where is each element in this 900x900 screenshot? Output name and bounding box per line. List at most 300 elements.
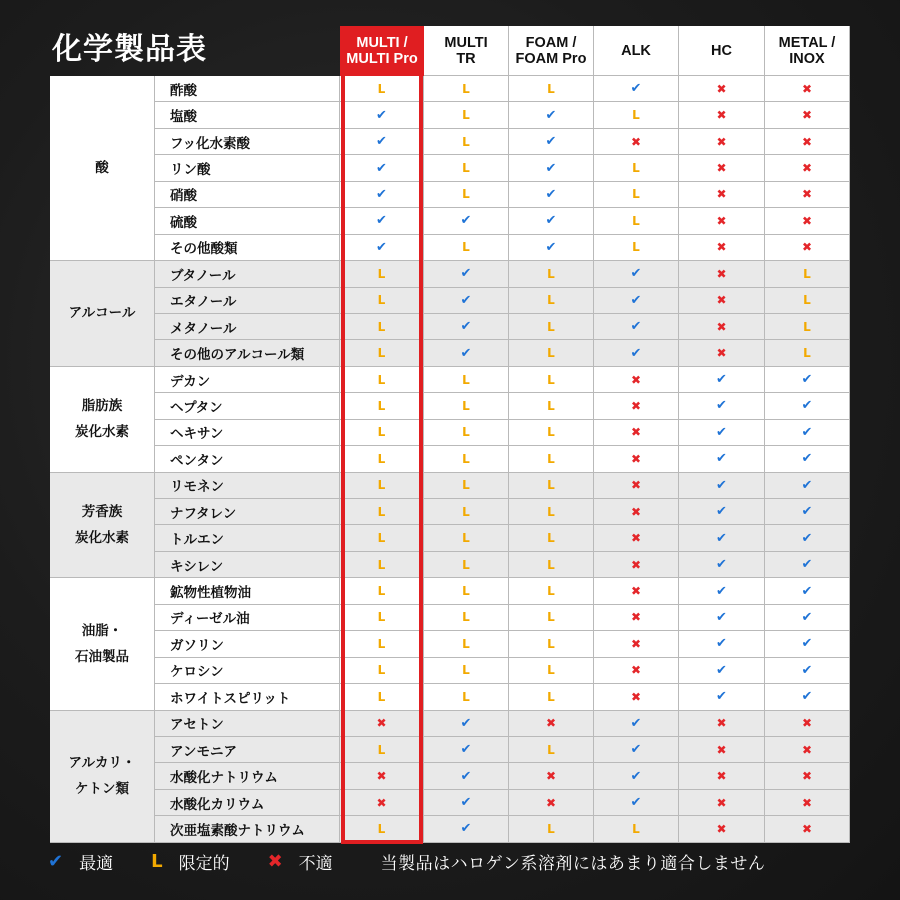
rating-cell: [424, 499, 509, 525]
cross-icon: ✖: [716, 769, 727, 784]
rating-cell: [340, 473, 424, 499]
column-header-line: TR: [456, 50, 476, 67]
column-header-line: MULTI: [444, 34, 488, 51]
category-label: 炭化水素: [75, 529, 129, 546]
rating-cell: [340, 367, 424, 393]
chemical-name: リン酸: [155, 155, 340, 181]
check-icon: ✔: [545, 186, 557, 202]
limited-icon: L: [377, 742, 386, 757]
rating-cell: [594, 208, 679, 234]
cross-icon: ✖: [801, 742, 813, 757]
limited-icon: L: [547, 821, 555, 836]
cross-icon: ✖: [716, 795, 727, 810]
cross-icon: ✖: [267, 850, 283, 872]
rating-cell: [340, 499, 424, 525]
category-label: 脂肪族: [81, 398, 123, 415]
rating-cell: [594, 525, 679, 551]
rating-cell: [765, 76, 850, 102]
cross-icon: ✖: [801, 81, 813, 96]
limited-icon: L: [547, 266, 555, 281]
column-header-line: INOX: [789, 50, 825, 67]
rating-cell: [765, 658, 850, 684]
check-icon: ✔: [376, 160, 387, 176]
check-icon: ✔: [460, 795, 472, 811]
check-icon: ✔: [460, 213, 472, 229]
limited-icon: L: [462, 689, 470, 704]
chemical-name: ナフタレン: [155, 499, 340, 525]
limited-icon: L: [547, 425, 555, 440]
rating-cell: [679, 393, 765, 419]
check-icon: ✔: [630, 266, 642, 282]
rating-cell: [679, 816, 765, 842]
limited-icon: L: [377, 346, 386, 361]
rating-cell: [424, 393, 509, 419]
rating-cell: [340, 711, 424, 737]
limited-icon: L: [547, 293, 555, 308]
chemical-name: メタノール: [155, 314, 340, 340]
cross-icon: ✖: [630, 425, 642, 440]
check-icon: ✔: [716, 530, 727, 546]
limited-icon: L: [377, 266, 386, 281]
rating-cell: [594, 367, 679, 393]
check-icon: ✔: [545, 107, 557, 123]
limited-icon: L: [377, 821, 386, 836]
rating-cell: [509, 261, 594, 287]
limited-icon: L: [377, 610, 386, 625]
rating-cell: [679, 182, 765, 208]
rating-cell: [679, 76, 765, 102]
rating-cell: [509, 393, 594, 419]
limited-icon: L: [632, 187, 640, 202]
chemical-name: その他酸類: [155, 235, 340, 261]
limited-icon: L: [547, 319, 555, 334]
cross-icon: ✖: [545, 716, 557, 731]
limited-icon: L: [377, 531, 386, 546]
rating-cell: [765, 605, 850, 631]
check-icon: ✔: [460, 345, 472, 361]
rating-cell: [424, 790, 509, 816]
legend-limited-label: 限定的: [178, 853, 230, 874]
rating-cell: [765, 420, 850, 446]
rating-cell: [509, 235, 594, 261]
limited-icon: L: [462, 663, 470, 678]
rating-cell: [679, 605, 765, 631]
check-icon: ✔: [376, 213, 387, 229]
rating-cell: [424, 578, 509, 604]
chemical-name: 酢酸: [155, 76, 340, 102]
cross-icon: ✖: [801, 187, 813, 202]
cross-icon: ✖: [716, 240, 727, 255]
cross-icon: ✖: [801, 716, 813, 731]
check-icon: ✔: [716, 504, 727, 520]
rating-cell: [765, 499, 850, 525]
rating-cell: [594, 261, 679, 287]
check-icon: ✔: [630, 345, 642, 361]
limited-icon: L: [547, 689, 555, 704]
rating-cell: [679, 658, 765, 684]
rating-cell: [340, 261, 424, 287]
cross-icon: ✖: [376, 769, 387, 784]
rating-cell: [594, 340, 679, 366]
limited-icon: L: [377, 372, 386, 387]
rating-cell: [509, 76, 594, 102]
check-icon: ✔: [716, 609, 727, 625]
category-label: 酸: [95, 160, 109, 177]
check-icon: ✔: [545, 239, 557, 255]
check-icon: ✔: [460, 319, 472, 335]
check-icon: ✔: [716, 689, 727, 705]
rating-cell: [594, 552, 679, 578]
category-cell: [50, 76, 155, 261]
limited-icon: L: [462, 451, 470, 466]
rating-cell: [340, 525, 424, 551]
rating-cell: [679, 631, 765, 657]
rating-cell: [594, 631, 679, 657]
limited-icon: L: [547, 81, 555, 96]
check-icon: ✔: [716, 557, 727, 573]
rating-cell: [509, 790, 594, 816]
check-icon: ✔: [630, 768, 642, 784]
limited-icon: L: [547, 557, 555, 572]
limited-icon: L: [462, 531, 470, 546]
cross-icon: ✖: [630, 134, 642, 149]
column-header: [424, 26, 509, 76]
limited-icon: L: [462, 504, 470, 519]
limited-icon: L: [377, 584, 386, 599]
limited-icon: L: [803, 346, 811, 361]
rating-cell: [509, 684, 594, 710]
rating-cell: [594, 816, 679, 842]
limited-icon: L: [547, 398, 555, 413]
header-corner: [50, 26, 340, 76]
limited-icon: L: [547, 610, 555, 625]
limited-icon: L: [377, 557, 386, 572]
cross-icon: ✖: [630, 531, 642, 546]
check-icon: ✔: [801, 424, 813, 440]
category-label: 油脂・: [81, 622, 123, 639]
rating-cell: [679, 420, 765, 446]
rating-cell: [594, 473, 679, 499]
rating-cell: [509, 340, 594, 366]
limited-icon: L: [462, 134, 470, 149]
cross-icon: ✖: [630, 584, 642, 599]
chemical-name: ヘキサン: [155, 420, 340, 446]
limited-icon: L: [377, 293, 386, 308]
cross-icon: ✖: [716, 108, 727, 123]
rating-cell: [765, 684, 850, 710]
chemical-name: ケロシン: [155, 658, 340, 684]
cross-icon: ✖: [716, 134, 727, 149]
chemical-name: フッ化水素酸: [155, 129, 340, 155]
limited-icon: L: [377, 636, 386, 651]
chemical-name: ディーゼル油: [155, 605, 340, 631]
rating-cell: [594, 235, 679, 261]
check-icon: ✔: [460, 292, 472, 308]
check-icon: ✔: [801, 372, 813, 388]
cross-icon: ✖: [716, 293, 727, 308]
page-title: 化学製品表: [52, 32, 207, 67]
rating-cell: [340, 552, 424, 578]
rating-cell: [340, 288, 424, 314]
category-label: アルカリ・: [68, 755, 136, 772]
limited-icon: L: [632, 821, 640, 836]
check-icon: ✔: [801, 504, 813, 520]
rating-cell: [509, 737, 594, 763]
check-icon: ✔: [630, 742, 642, 758]
rating-cell: [509, 605, 594, 631]
rating-cell: [509, 208, 594, 234]
rating-cell: [765, 102, 850, 128]
rating-cell: [594, 684, 679, 710]
rating-cell: [340, 578, 424, 604]
rating-cell: [424, 552, 509, 578]
rating-cell: [679, 790, 765, 816]
category-cell: [50, 367, 155, 473]
check-icon: ✔: [630, 319, 642, 335]
rating-cell: [509, 763, 594, 789]
rating-cell: [424, 525, 509, 551]
column-header-line: FOAM Pro: [515, 50, 587, 67]
rating-cell: [765, 763, 850, 789]
rating-cell: [424, 367, 509, 393]
rating-cell: [765, 367, 850, 393]
rating-cell: [424, 473, 509, 499]
check-icon: ✔: [545, 213, 557, 229]
rating-cell: [765, 393, 850, 419]
rating-cell: [340, 605, 424, 631]
chemical-name: 水酸化カリウム: [155, 790, 340, 816]
cross-icon: ✖: [801, 213, 813, 228]
cross-icon: ✖: [716, 81, 727, 96]
rating-cell: [509, 499, 594, 525]
rating-cell: [765, 473, 850, 499]
column-header: [765, 26, 850, 76]
limited-icon: L: [151, 850, 163, 872]
chemical-name: 水酸化ナトリウム: [155, 763, 340, 789]
rating-cell: [509, 155, 594, 181]
rating-cell: [424, 288, 509, 314]
limited-icon: L: [377, 689, 386, 704]
limited-icon: L: [803, 319, 811, 334]
column-header-line: MULTI Pro: [346, 51, 418, 67]
rating-cell: [594, 737, 679, 763]
cross-icon: ✖: [716, 716, 727, 731]
rating-cell: [765, 711, 850, 737]
cross-icon: ✖: [630, 610, 642, 625]
rating-cell: [765, 816, 850, 842]
rating-cell: [594, 763, 679, 789]
legend-limited: [151, 849, 229, 874]
rating-cell: [340, 208, 424, 234]
rating-cell: [679, 684, 765, 710]
check-icon: ✔: [630, 795, 642, 811]
rating-cell: [340, 446, 424, 472]
rating-cell: [509, 102, 594, 128]
cross-icon: ✖: [716, 346, 727, 361]
rating-cell: [509, 473, 594, 499]
check-icon: ✔: [801, 557, 813, 573]
rating-cell: [765, 631, 850, 657]
rating-cell: [679, 552, 765, 578]
rating-cell: [424, 102, 509, 128]
check-icon: ✔: [630, 715, 642, 731]
chemical-name: 硫酸: [155, 208, 340, 234]
chemical-name: エタノール: [155, 288, 340, 314]
rating-cell: [765, 314, 850, 340]
rating-cell: [509, 578, 594, 604]
limited-icon: L: [547, 451, 555, 466]
check-icon: ✔: [716, 662, 727, 678]
rating-cell: [765, 182, 850, 208]
check-icon: ✔: [460, 821, 472, 837]
rating-cell: [424, 340, 509, 366]
rating-cell: [340, 393, 424, 419]
cross-icon: ✖: [630, 451, 642, 466]
chemical-name: ホワイトスピリット: [155, 684, 340, 710]
category-label: 石油製品: [75, 648, 129, 665]
rating-cell: [424, 711, 509, 737]
cross-icon: ✖: [630, 663, 642, 678]
rating-cell: [679, 340, 765, 366]
check-icon: ✔: [801, 662, 813, 678]
rating-cell: [424, 420, 509, 446]
rating-cell: [594, 578, 679, 604]
rating-cell: [509, 631, 594, 657]
cross-icon: ✖: [630, 478, 642, 493]
column-header: [679, 26, 765, 76]
rating-cell: [679, 499, 765, 525]
chemical-name: 次亜塩素酸ナトリウム: [155, 816, 340, 842]
chemical-compatibility-table: [50, 26, 850, 843]
rating-cell: [679, 235, 765, 261]
rating-cell: [340, 816, 424, 842]
rating-cell: [340, 658, 424, 684]
rating-cell: [765, 155, 850, 181]
cross-icon: ✖: [630, 504, 642, 519]
cross-icon: ✖: [716, 319, 727, 334]
check-icon: ✔: [801, 609, 813, 625]
rating-cell: [509, 446, 594, 472]
rating-cell: [679, 578, 765, 604]
limited-icon: L: [377, 663, 386, 678]
check-icon: ✔: [48, 850, 64, 872]
limited-icon: L: [462, 478, 470, 493]
rating-cell: [679, 314, 765, 340]
cross-icon: ✖: [716, 821, 727, 836]
check-icon: ✔: [460, 768, 472, 784]
cross-icon: ✖: [716, 187, 727, 202]
chemical-name: アンモニア: [155, 737, 340, 763]
cross-icon: ✖: [545, 769, 557, 784]
rating-cell: [424, 605, 509, 631]
rating-cell: [679, 261, 765, 287]
rating-cell: [424, 816, 509, 842]
rating-cell: [424, 182, 509, 208]
limited-icon: L: [547, 346, 555, 361]
chemical-name: アセトン: [155, 711, 340, 737]
rating-cell: [509, 182, 594, 208]
limited-icon: L: [377, 425, 386, 440]
rating-cell: [340, 76, 424, 102]
legend-ok-label: 最適: [79, 853, 114, 874]
rating-cell: [594, 155, 679, 181]
limited-icon: L: [462, 81, 470, 96]
check-icon: ✔: [630, 292, 642, 308]
rating-cell: [509, 816, 594, 842]
category-label: 炭化水素: [75, 424, 129, 441]
check-icon: ✔: [801, 636, 813, 652]
rating-cell: [424, 235, 509, 261]
limited-icon: L: [632, 161, 640, 176]
rating-cell: [340, 129, 424, 155]
limited-icon: L: [462, 372, 470, 387]
rating-cell: [424, 658, 509, 684]
check-icon: ✔: [716, 424, 727, 440]
limited-icon: L: [803, 293, 811, 308]
rating-cell: [594, 393, 679, 419]
rating-cell: [340, 631, 424, 657]
rating-cell: [594, 605, 679, 631]
rating-cell: [509, 658, 594, 684]
cross-icon: ✖: [716, 266, 727, 281]
rating-cell: [509, 129, 594, 155]
check-icon: ✔: [801, 477, 813, 493]
cross-icon: ✖: [801, 795, 813, 810]
rating-cell: [509, 367, 594, 393]
limited-icon: L: [462, 240, 470, 255]
limited-icon: L: [803, 266, 811, 281]
category-cell: [50, 578, 155, 710]
chemical-name: リモネン: [155, 473, 340, 499]
legend-note: 当製品はハロゲン系溶剤にはあまり適合しません: [380, 853, 766, 874]
check-icon: ✔: [801, 583, 813, 599]
rating-cell: [594, 499, 679, 525]
check-icon: ✔: [376, 107, 387, 123]
rating-cell: [765, 340, 850, 366]
column-header-line: HC: [711, 42, 732, 59]
rating-cell: [509, 420, 594, 446]
cross-icon: ✖: [716, 213, 727, 228]
rating-cell: [340, 314, 424, 340]
check-icon: ✔: [716, 398, 727, 414]
check-icon: ✔: [376, 239, 387, 255]
limited-icon: L: [377, 504, 386, 519]
rating-cell: [594, 790, 679, 816]
rating-cell: [679, 367, 765, 393]
rating-cell: [594, 658, 679, 684]
check-icon: ✔: [716, 372, 727, 388]
rating-cell: [679, 208, 765, 234]
column-header: [509, 26, 594, 76]
rating-cell: [594, 102, 679, 128]
limited-icon: L: [462, 610, 470, 625]
limited-icon: L: [632, 213, 640, 228]
rating-cell: [765, 737, 850, 763]
chemical-name: 硝酸: [155, 182, 340, 208]
rating-cell: [424, 446, 509, 472]
chemical-name: ブタノール: [155, 261, 340, 287]
cross-icon: ✖: [801, 161, 813, 176]
limited-icon: L: [547, 372, 555, 387]
limited-icon: L: [462, 187, 470, 202]
rating-cell: [340, 235, 424, 261]
check-icon: ✔: [716, 451, 727, 467]
limited-icon: L: [462, 557, 470, 572]
rating-cell: [765, 578, 850, 604]
rating-cell: [340, 790, 424, 816]
legend-ng-label: 不適: [298, 853, 333, 874]
rating-cell: [509, 314, 594, 340]
